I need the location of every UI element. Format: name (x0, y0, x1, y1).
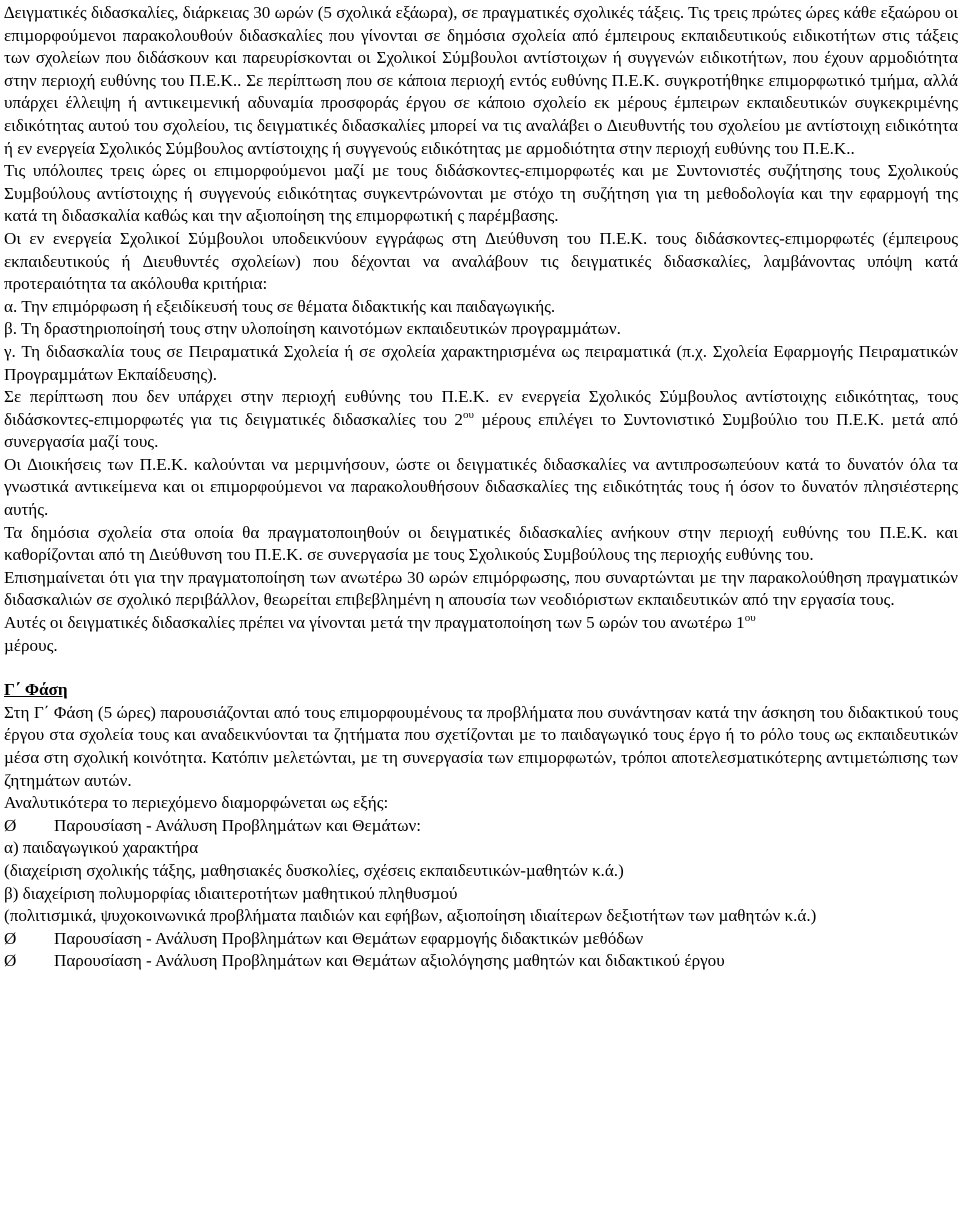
ordinal-suffix: ου (462, 408, 474, 421)
sub-item-b: β) διαχείριση πολυµορφίας ιδιαιτεροτήτων µαθητικού πληθυσµού (4, 883, 458, 903)
bullet-item (4, 815, 958, 838)
bullet-icon: Ø (4, 951, 17, 971)
bullet-icon: Ø (4, 928, 17, 948)
criterion-a: α. Την επιµόρφωση ή εξειδίκευσή τους σε θέµατα διδακτικής και παιδαγωγικής. (4, 296, 556, 316)
paragraph-absence-note: Επισηµαίνεται ότι για την πραγµατοποίηση των ανωτέρω 30 ωρών επιµόρφωσης, που συναρτώνται µε την παρακολούθηση πραγµατικών διδασκαλιών σε σχολικό περιβάλλον, θεωρείται επιβεβληµένη η απουσία των νεοδιόριστων εκπαιδευτικών από την εργασία τους. (4, 567, 958, 610)
bullet-item (4, 950, 958, 973)
bullet-text: Παρουσίαση - Ανάλυση Προβληµάτων και Θεµάτων αξιολόγησης µαθητών και διδακτικού έργου (54, 951, 725, 971)
paragraph-timing (4, 612, 958, 657)
content-intro: Αναλυτικότερα το περιεχόµενο διαµορφώνεται ως εξής: (4, 793, 389, 813)
paragraph-timing-text-end: µέρους. (4, 635, 58, 655)
bullet-text: Παρουσίαση - Ανάλυση Προβληµάτων και Θεµάτων: (54, 815, 422, 835)
paragraph-no-advisor-text-end: µέρους επιλέγει το Συντονιστικό Συµβούλιο του Π.Ε.Κ. µετά από συνεργασία µαζί τους. (4, 409, 958, 452)
section-intro: Στη Γ΄ Φάση (5 ώρες) παρουσιάζονται από τους επιµορφουµένους τα προβλήµατα που συνάντησαν κατά την άσκηση του διδακτικού τους έργου στα σχολεία τους και αναδεικνύονται τα ζητήµατα που σχετίζονται µε το παιδαγωγικό τους έργο ή το ρόλο τους ως εκπαιδευτικών µέσα στη σχολική κοινότητα. Κατόπιν µελετώνται, µε τη συνεργασία των επιµορφωτών, τρόποι αποτελεσµατικότερης αντιµετώπισης των ζητηµάτων αυτών. (4, 702, 958, 790)
paragraph-administrations: Οι ∆ιοικήσεις των Π.Ε.Κ. καλούνται να µεριµνήσουν, ώστε οι δειγµατικές διδασκαλίες να αντιπροσωπεύουν κατά το δυνατόν όλα τα γνωστικά αντικείµενα και οι επιµορφούµενοι να παρακολουθήσουν διδασκαλίες της ειδικότητάς τους ή όσον το δυνατόν πλησιέστερης αυτής. (4, 454, 958, 520)
criterion-b: β. Τη δραστηριοποίησή τους στην υλοποίηση καινοτόµων εκπαιδευτικών προγραµµάτων. (4, 319, 621, 339)
paragraph-no-advisor (4, 386, 958, 454)
sub-item-a-detail: (διαχείριση σχολικής τάξης, µαθησιακές δυσκολίες, σχέσεις εκπαιδευτικών-µαθητών κ.ά.) (4, 860, 624, 880)
sub-item-b-detail: (πολιτισµικά, ψυχοκοινωνικά προβλήµατα παιδιών και εφήβων, αξιοποίηση ιδιαίτερων δεξιοτήτων των µαθητών κ.ά.) (4, 906, 817, 926)
ordinal-suffix: ου (744, 612, 756, 625)
bullet-text: Παρουσίαση - Ανάλυση Προβληµάτων και Θεµάτων εφαρµογής διδακτικών µεθόδων (54, 928, 644, 948)
paragraph-no-advisor-text: Σε περίπτωση που δεν υπάρχει στην περιοχή ευθύνης του Π.Ε.Κ. εν ενεργεία Σχολικός Σύµβουλος αντίστοιχης ειδικότητας, τους διδάσκοντες-επιµορφωτές για τις δειγµατικές διδασκαλίες του 2 (4, 387, 958, 429)
criterion-c: γ. Τη διδασκαλία τους σε Πειραµατικά Σχολεία ή σε σχολεία χαρακτηρισµένα ως πειραµατικά (π.χ. Σχολεία Εφαρµογής Πειραµατικών Προγραµµάτων Εκπαίδευσης). (4, 341, 958, 384)
bullet-item (4, 928, 958, 951)
paragraph-advisors-selection: Οι εν ενεργεία Σχολικοί Σύµβουλοι υποδεικνύουν εγγράφως στη ∆ιεύθυνση του Π.Ε.Κ. τους διδάσκοντες-επιµορφωτές (έµπειρους εκπαιδευτικούς ή ∆ιευθυντές σχολείων) που δέχονται να αναλάβουν τις δειγµατικές διδασκαλίες, λαµβάνοντας υπόψη κατά προτεραιότητα τα ακόλουθα κριτήρια: (4, 228, 958, 294)
sub-item-a: α) παιδαγωγικού χαρακτήρα (4, 838, 199, 858)
paragraph-remaining-hours: Τις υπόλοιπες τρεις ώρες οι επιµορφούµενοι µαζί µε τους διδάσκοντες-επιµορφωτές και µε Συντονιστές συζήτησης τους Σχολικούς Συµβούλους αντίστοιχης ή συγγενούς ειδικότητας συγκεντρώνονται µε στόχο τη συζήτηση για τη µεθοδολογία και την εφαρµογή της κατά τη διδασκαλία καθώς και την αξιοποίηση της επιµορφωτική ς παρέµβασης. (4, 161, 958, 226)
section-heading: Γ΄ Φάση (4, 680, 68, 700)
bullet-icon: Ø (4, 815, 17, 835)
paragraph-public-schools: Τα δηµόσια σχολεία στα οποία θα πραγµατοποιηθούν οι δειγµατικές διδασκαλίες ανήκουν στην περιοχή ευθύνης του Π.Ε.Κ. και καθορίζονται από τη ∆ιεύθυνση του Π.Ε.Κ. σε συνεργασία µε τους Σχολικούς Συµβούλους της περιοχής ευθύνης του. (4, 522, 958, 565)
paragraph-timing-text: Αυτές οι δειγµατικές διδασκαλίες πρέπει να γίνονται µετά την πραγµατοποίηση των 5 ωρών του ανωτέρω 1 (4, 613, 745, 633)
paragraph-demo-teaching: ∆ειγµατικές διδασκαλίες, διάρκειας 30 ωρών (5 σχολικά εξάωρα), σε πραγµατικές σχολικές τάξεις. Τις τρεις πρώτες ώρες κάθε εξαώρου οι επιµορφούµενοι παρακολουθούν διδασκαλίες που γίνονται σε δηµόσια σχολεία από έµπειρους εκπαιδευτικούς ειδικοτήτων στις τάξεις των σχολείων που διδάσκουν και παρευρίσκονται οι Σχολικοί Σύµβουλοι αντίστοιχων ή συγγενών ειδικοτήτων, που έχουν αρµοδιότητα στην περιοχή ευθύνης του Π.Ε.Κ.. Σε περίπτωση που σε κάποια περιοχή εντός ευθύνης Π.Ε.Κ. συγκροτήθηκε επιµορφωτικό τµήµα, αλλά υπάρχει έλλειψη ή αντικειµενική αδυναµία προσφοράς έργου σε κάποιο σχολείο εκ µέρους έµπειρων εκπαιδευτικών συγκεκριµένης ειδικότητας αυτού του σχολείου, τις δειγµατικές διδασκαλίες µπορεί να τις αναλάβει ο ∆ιευθυντής του σχολείου µε αντίστοιχη ειδικότητα ή εν ενεργεία Σχολικός Σύµβουλος αντίστοιχης ή συγγενούς ειδικότητας µε αρµοδιότητα στην περιοχή ευθύνης του Π.Ε.Κ.. (4, 3, 958, 158)
